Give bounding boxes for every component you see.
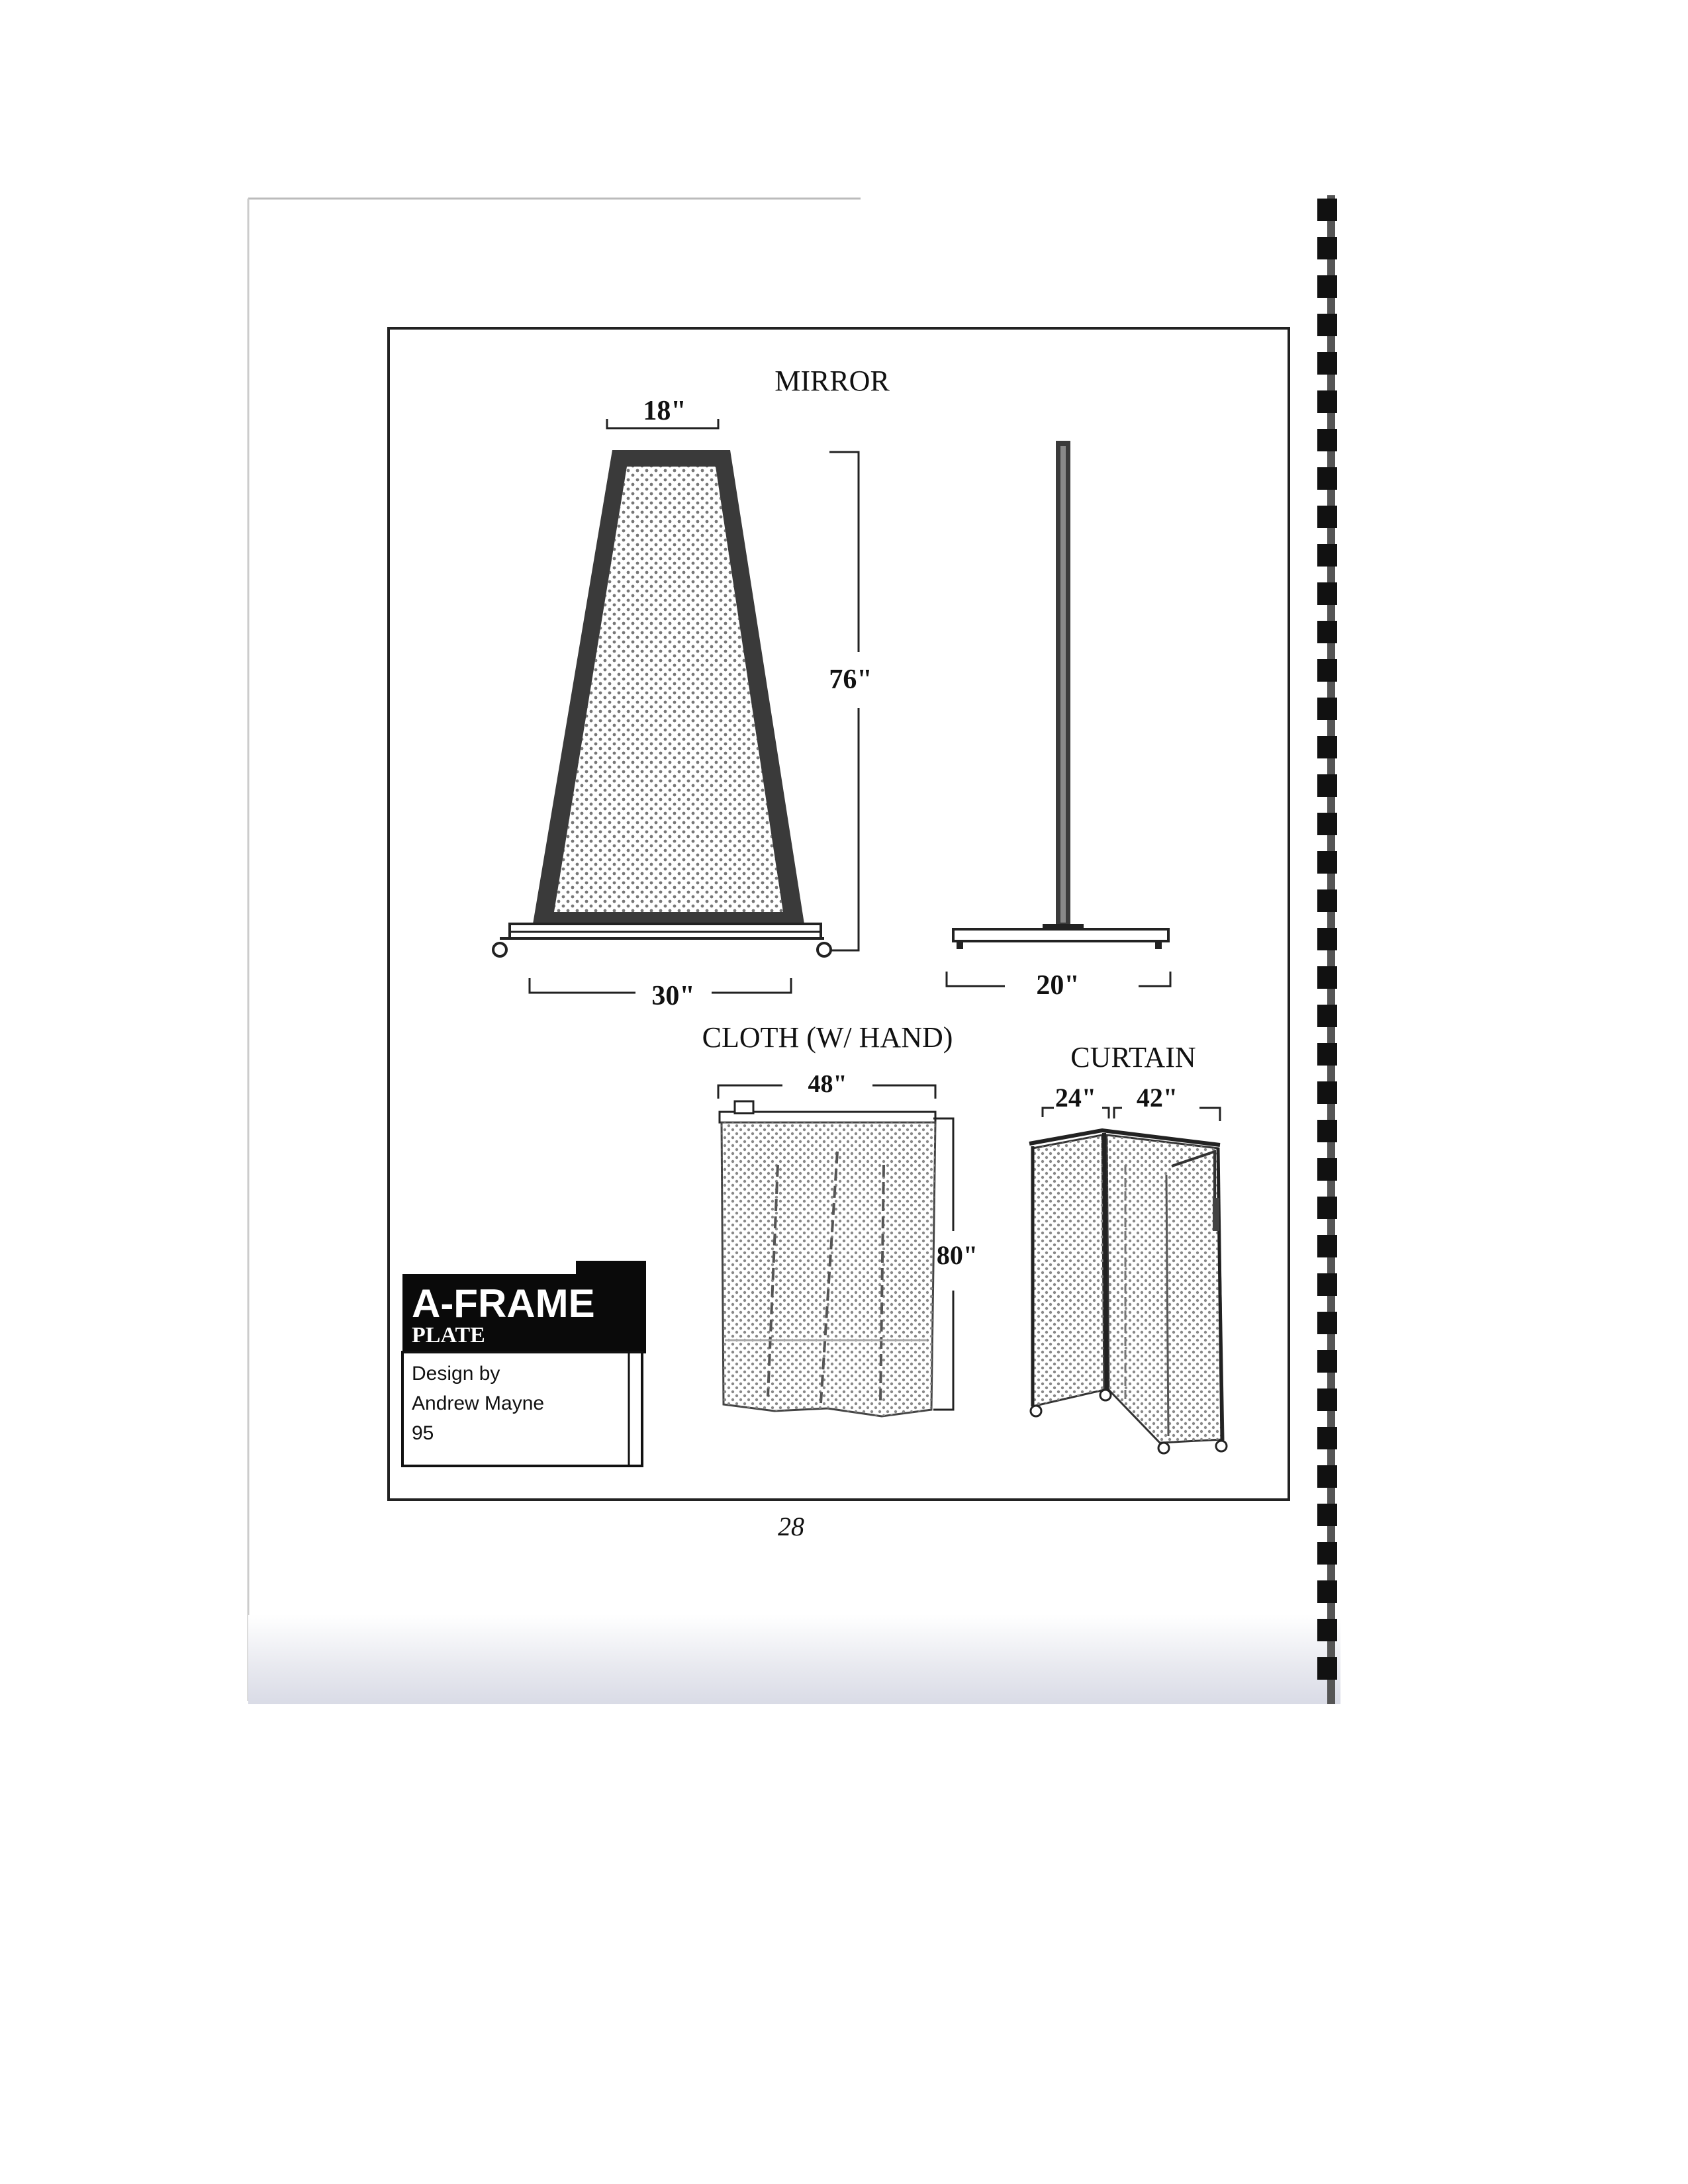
binding-ring bbox=[1317, 813, 1337, 835]
binding-ring bbox=[1317, 1005, 1337, 1027]
binding-ring bbox=[1317, 1158, 1337, 1181]
mirror-height-label: 76" bbox=[829, 664, 872, 695]
mirror-side-depth-label: 20" bbox=[1036, 970, 1080, 1001]
curtain-side-label: 24" bbox=[1055, 1083, 1097, 1113]
credit-line-3: 95 bbox=[412, 1422, 434, 1444]
cloth-drawing bbox=[720, 1101, 935, 1416]
mirror-top-width-label: 18" bbox=[643, 396, 686, 426]
title-block-title: A-FRAME bbox=[412, 1281, 595, 1326]
binding-ring bbox=[1317, 1120, 1337, 1142]
mirror-base-width-label: 30" bbox=[651, 981, 695, 1011]
cloth-label: CLOTH (W/ HAND) bbox=[702, 1021, 953, 1054]
binding-ring bbox=[1317, 1542, 1337, 1565]
binding-ring bbox=[1317, 1081, 1337, 1104]
binding-ring bbox=[1317, 659, 1337, 682]
binding-ring bbox=[1317, 698, 1337, 720]
binding-ring bbox=[1317, 1312, 1337, 1334]
binding-ring bbox=[1317, 966, 1337, 989]
binding-ring bbox=[1317, 390, 1337, 413]
title-block-plate: PLATE bbox=[412, 1323, 485, 1347]
binding-ring bbox=[1317, 1388, 1337, 1411]
curtain-drawing bbox=[1029, 1130, 1227, 1453]
binding-ring bbox=[1317, 774, 1337, 797]
binding-ring bbox=[1317, 851, 1337, 874]
binding-ring bbox=[1317, 1619, 1337, 1641]
credit-line-2: Andrew Mayne bbox=[412, 1392, 545, 1414]
page-number: 28 bbox=[778, 1512, 804, 1541]
binding-ring bbox=[1317, 1197, 1337, 1219]
mirror-front-drawing bbox=[493, 450, 831, 956]
binding-ring bbox=[1317, 352, 1337, 375]
binding-ring bbox=[1317, 1465, 1337, 1488]
binding-ring bbox=[1317, 275, 1337, 298]
binding-ring bbox=[1317, 582, 1337, 605]
binding-ring bbox=[1317, 544, 1337, 567]
curtain-front-label: 42" bbox=[1136, 1083, 1178, 1113]
binding-ring bbox=[1317, 199, 1337, 221]
binding-ring bbox=[1317, 1235, 1337, 1257]
binding-ring bbox=[1317, 429, 1337, 451]
binding-ring bbox=[1317, 621, 1337, 643]
binding-ring bbox=[1317, 1504, 1337, 1526]
mirror-height-dimension bbox=[829, 452, 859, 950]
binding-ring bbox=[1317, 1350, 1337, 1373]
credit-line-1: Design by bbox=[412, 1363, 500, 1385]
binding-strip bbox=[1317, 195, 1337, 1704]
binding-ring bbox=[1317, 928, 1337, 950]
binding-ring bbox=[1317, 237, 1337, 259]
mirror-label: MIRROR bbox=[774, 365, 890, 397]
cloth-width-label: 48" bbox=[808, 1070, 847, 1098]
page-sheet bbox=[248, 199, 1340, 1704]
binding-ring bbox=[1317, 506, 1337, 528]
binding-ring bbox=[1317, 314, 1337, 336]
binding-ring bbox=[1317, 1657, 1337, 1680]
cloth-height-label: 80" bbox=[936, 1240, 978, 1270]
curtain-label: CURTAIN bbox=[1070, 1041, 1196, 1073]
binding-ring bbox=[1317, 1273, 1337, 1296]
binding-ring bbox=[1317, 889, 1337, 912]
mirror-side-drawing bbox=[953, 441, 1168, 949]
binding-ring bbox=[1317, 1043, 1337, 1066]
binding-ring bbox=[1317, 1580, 1337, 1603]
binding-ring bbox=[1317, 1427, 1337, 1449]
binding-ring bbox=[1317, 736, 1337, 758]
binding-ring bbox=[1317, 467, 1337, 490]
